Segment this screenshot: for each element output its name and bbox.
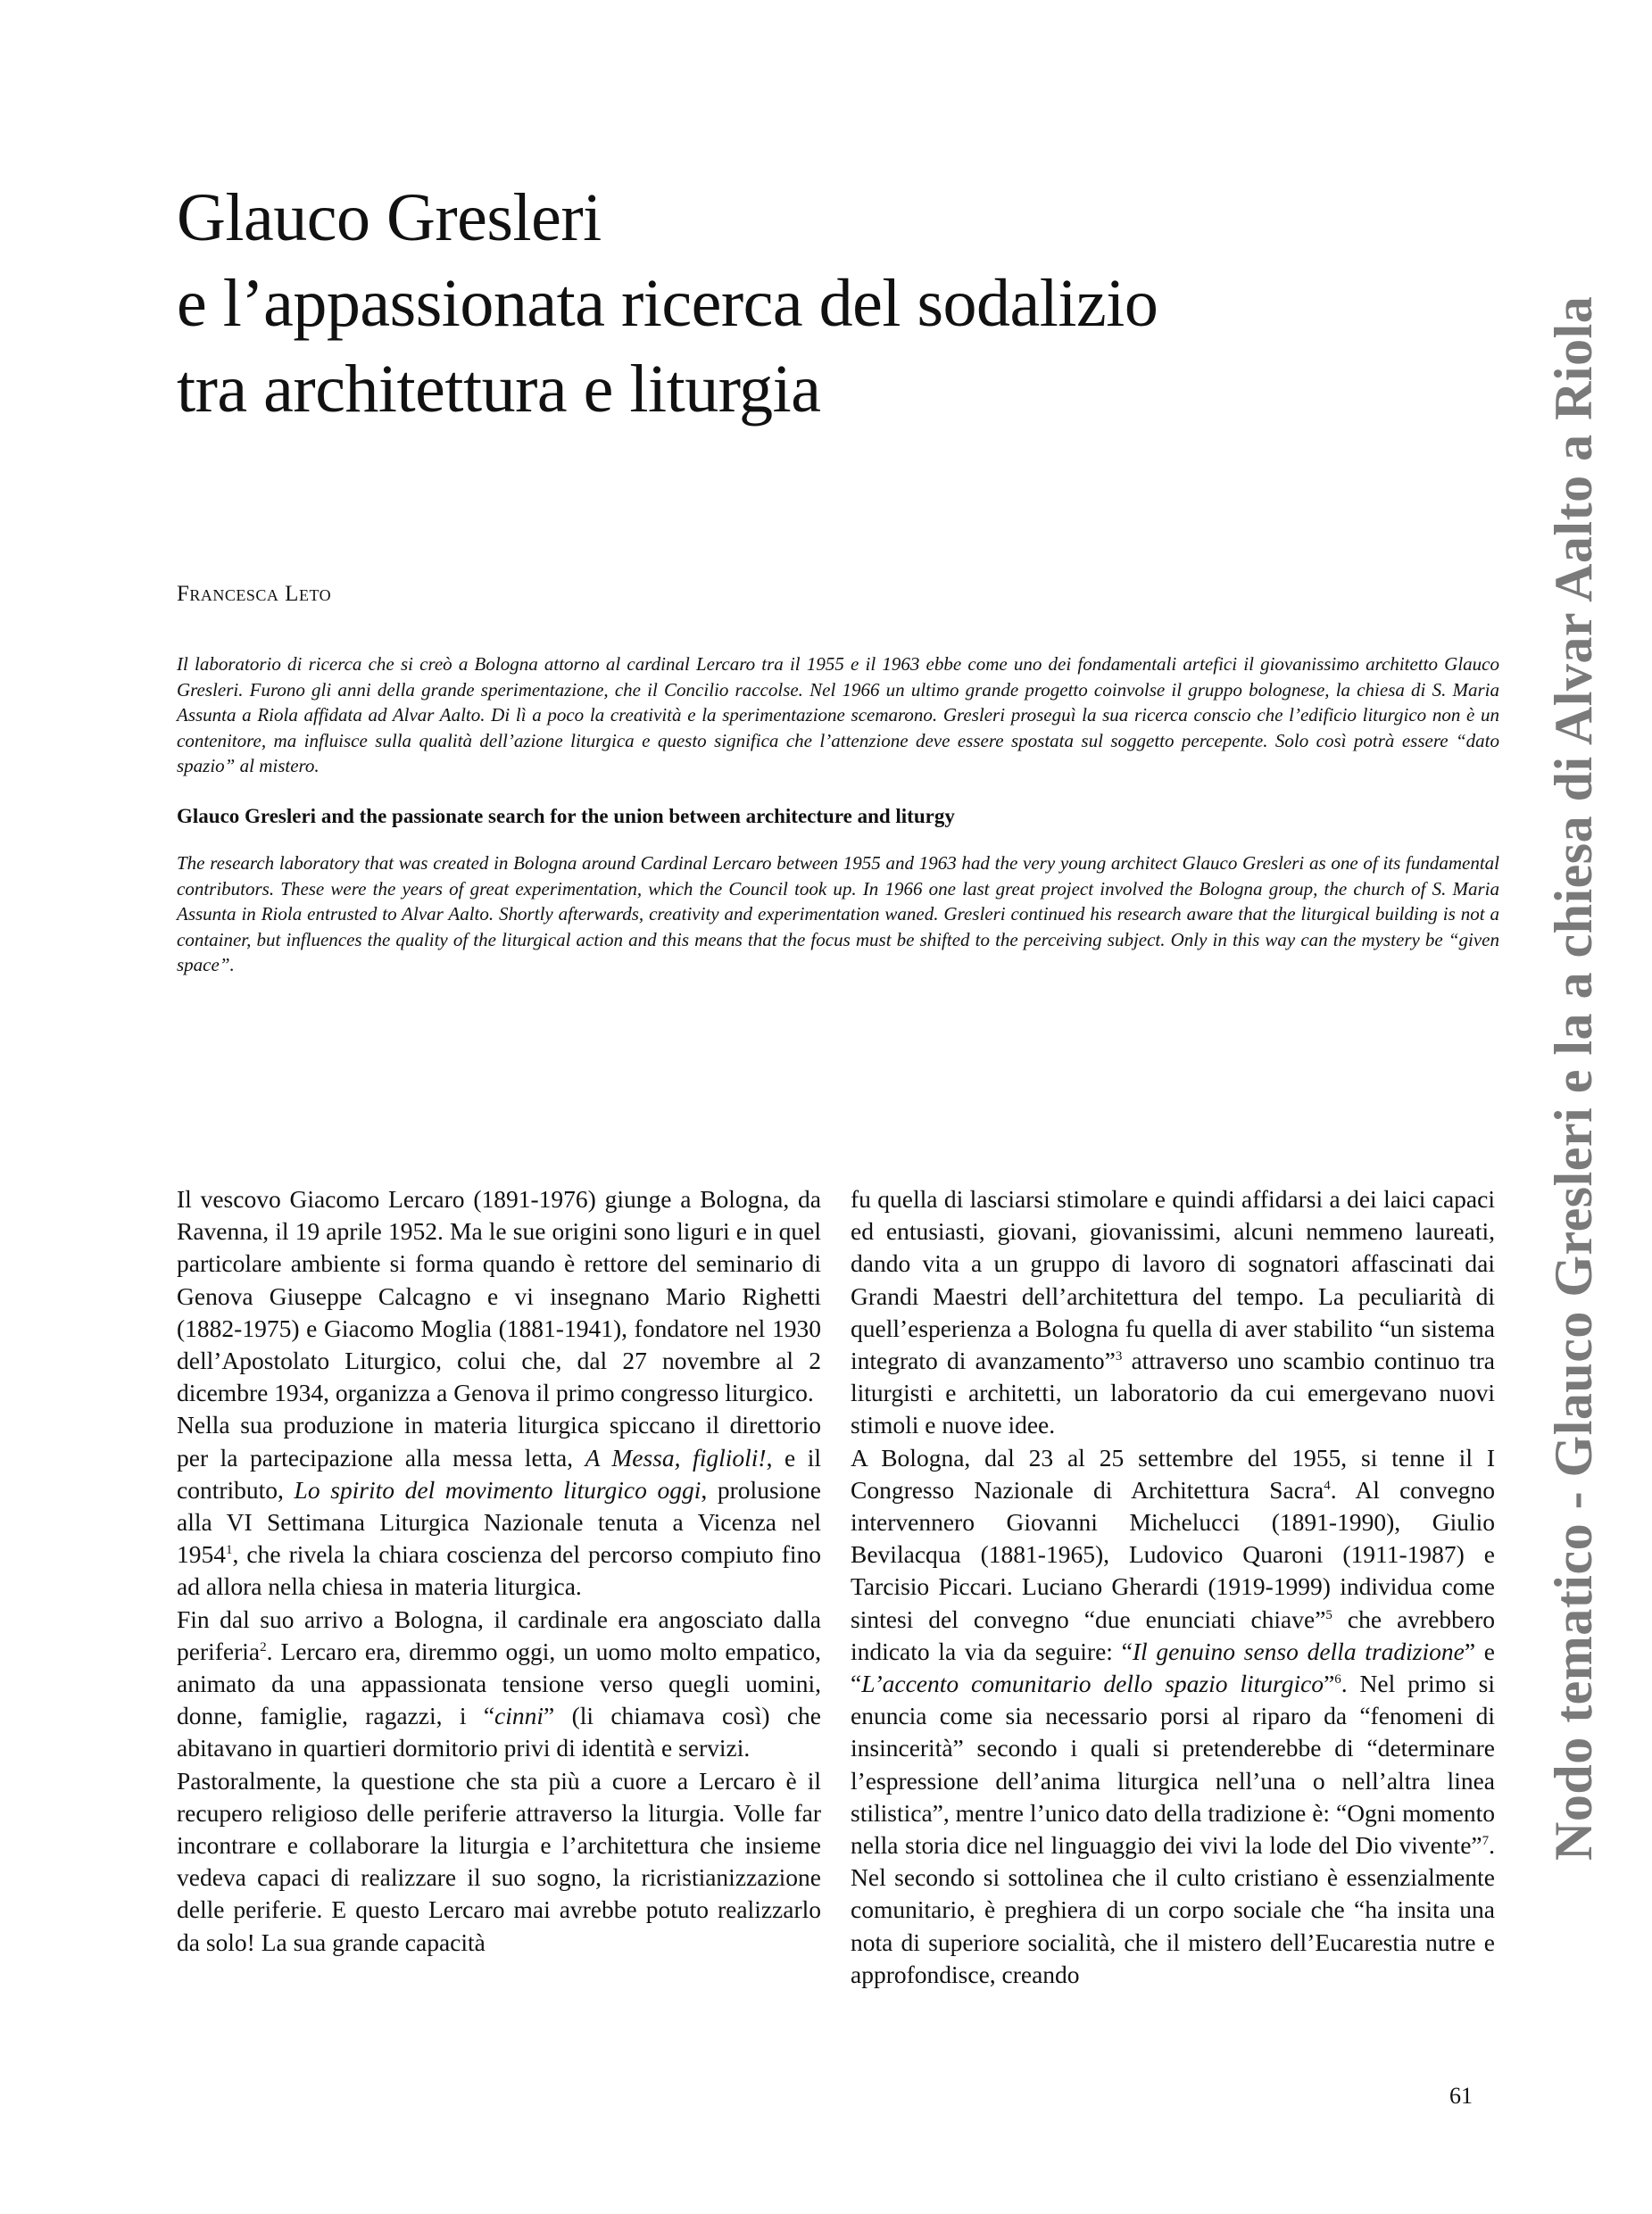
text-run: . Al convegno intervennero Giovanni Michelucci (1891-1990), Giulio Bevilacqua (1881-1965), Ludovico Quaroni (1911-1987) e Tarcisio Piccari. Luciano Gherardi (1919-1999) individua come sintesi del convegno “due enunciati chiave” (851, 1475, 1495, 1633)
text-run: Fin dal suo arrivo a Bologna, il cardinale era angosciato dalla periferia (177, 1605, 821, 1665)
text-run: ” (1324, 1670, 1335, 1698)
text-run: che avrebbero indicato la via da seguire: “ (851, 1605, 1495, 1665)
text-run: . Nel secondo si sottolinea che il culto cristiano è essenzialmente comunitario, è preghiera di un corpo sociale che “ha insita una nota di superiore socialità, che il mistero dell’Eucarestia nutre e approfondisce, creando (851, 1831, 1495, 1988)
italic-quote: L’accento comunitario dello spazio liturgico (861, 1670, 1324, 1698)
article-title (177, 175, 1426, 432)
body-column-left (177, 1183, 821, 1959)
body-paragraph (177, 1409, 821, 1603)
abstract-english: The research laboratory that was created in Bologna around Cardinal Lercaro between 1955 and 1963 had the very young architect Glauco Gresleri as one of its fundamental contributors. These were the years of great experimentation, which the Council took up. In 1966 one last great project involved the Bologna group, the church of S. Maria Assunta in Riola entrusted to Alvar Aalto. Shortly afterwards, creativity and experimentation waned. Gresleri continued his research aware that the liturgical building is not a container, but influences the quality of the liturgical action and this means that the focus must be shifted to the perceiving subject. Only in this way can the mystery be “given space”. (177, 852, 1499, 975)
body-paragraph (851, 1183, 1495, 1442)
body-paragraph (851, 1442, 1495, 1991)
text-run: , che rivela la chiara coscienza del percorso compiuto fino ad allora nella chiesa in materia liturgica. (177, 1540, 821, 1601)
text-run: ” e “ (851, 1637, 1495, 1698)
body-paragraph: Il vescovo Giacomo Lercaro (1891-1976) giunge a Bologna, da Ravenna, il 19 aprile 1952. Ma le sue origini sono liguri e in quel particolare ambiente si forma quando è rettore del seminario di Genova Giuseppe Calcagno e vi insegnano Mario Righetti (1882-1975) e Giacomo Moglia (1881-1941), fondatore nel 1930 dell’Apostolato Liturgico, colui che, dal 27 novembre al 2 dicembre 1934, organizza a Genova il primo congresso liturgico. (177, 1185, 821, 1407)
title-line-2: e l’appassionata ricerca del sodalizio (177, 266, 1158, 341)
page-number: 61 (1449, 2083, 1473, 2109)
footnote-ref[interactable]: 5 (1325, 1607, 1332, 1622)
body-paragraph: Pastoralmente, la questione che sta più a cuore a Lercaro è il recupero religioso delle periferie attraverso la liturgia. Volle far incontrare e collaborare la liturgia e l’architettura che insieme vedeva capaci di realizzare il suo sogno, la ricristianizzazione delle periferie. E questo Lercaro mai avrebbe potuto realizzarlo da solo! La sua grande capacità (177, 1766, 821, 1956)
author-name: Francesca Leto (177, 582, 332, 606)
text-run: , prolusione alla VI Settimana Liturgica Nazionale tenuta a Vicenza nel 1954 (177, 1475, 821, 1569)
italic-quote: Il genuino senso della tradizione (1132, 1637, 1465, 1665)
text-run: fu quella di lasciarsi stimolare e quindi affidarsi a dei laici capaci ed entusiasti, giovani, giovanissimi, alcuni nemmeno laureati, dando vita a un gruppo di lavoro di sognatori affascinati dai Grandi Maestri dell’architettura del tempo. La peculiarità di quell’esperienza a Bologna fu quella di aver stabilito “un sistema integrato di avanzamento” (851, 1185, 1495, 1375)
text-run: A Bologna, dal 23 al 25 settembre del 1955, si tenne il I Congresso Nazionale di Architettura Sacra (851, 1443, 1495, 1504)
italic-title: Lo spirito del movimento liturgico oggi (294, 1475, 701, 1504)
text-run: Nella sua produzione in materia liturgica spiccano il direttorio per la partecipazione alla messa letta, (177, 1411, 821, 1472)
side-running-title: Nodo tematico - Glauco Gresleri e la a chiesa di Alvar Aalto a Riola (1544, 295, 1603, 1861)
title-line-1: Glauco Gresleri (177, 180, 602, 255)
footnote-ref[interactable]: 3 (1115, 1348, 1123, 1364)
footnote-ref[interactable]: 7 (1482, 1833, 1490, 1848)
footnote-ref[interactable]: 4 (1324, 1478, 1331, 1493)
text-run: attraverso uno scambio continuo tra liturgisti e architetti, un laboratorio da cui emergevano nuovi stimoli e nuove idee. (851, 1347, 1495, 1439)
body-paragraph (177, 1604, 821, 1765)
footnote-ref[interactable]: 2 (260, 1639, 267, 1654)
abstract-english-title: Glauco Gresleri and the passionate search for the union between architecture and liturgy (177, 805, 955, 827)
title-line-3: tra architettura e liturgia (177, 352, 821, 427)
abstract-italian: Il laboratorio di ricerca che si creò a Bologna attorno al cardinal Lercaro tra il 1955 e il 1963 ebbe come uno dei fondamentali artefici il giovanissimo architetto Glauco Gresleri. Furono gli anni della grande sperimentazione, che il Concilio raccolse. Nel 1966 un ultimo grande progetto coinvolse il gruppo bolognese, la chiesa di S. Maria Assunta a Riola affidata ad Alvar Aalto. Di lì a poco la creatività e la sperimentazione scemarono. Gresleri proseguì la sua ricerca conscio che l’edificio liturgico non è un contenitore, ma influisce sulla qualità dell’azione liturgica e questo significa che l’attenzione deve essere spostata sul soggetto percepente. Solo così potrà essere “dato spazio” al mistero. (177, 653, 1499, 776)
text-run: . Lercaro era, diremmo oggi, un uomo molto empatico, animato da una appassionata tensione verso quegli uomini, donne, famiglie, ragazzi, i “ (177, 1637, 821, 1730)
text-run: , e il contributo, (177, 1443, 821, 1504)
italic-term: cinni (494, 1702, 544, 1730)
footnote-ref[interactable]: 1 (226, 1543, 233, 1558)
text-run: ” (li chiamava così) che abitavano in quartieri dormitorio privi di identità e servizi. (177, 1702, 821, 1762)
body-column-right (851, 1183, 1495, 1991)
footnote-ref[interactable]: 6 (1334, 1671, 1341, 1687)
text-run: . Nel primo si enuncia come sia necessario porsi al riparo da “fenomeni di insincerità” secondo i quali si pretenderebbe di “determinare l’espressione dell’anima liturgica nell’una o nell’altra linea stilistica”, mentre l’unico dato della tradizione è: “Ogni momento nella storia dice nel linguaggio dei vivi la lode del Dio vivente” (851, 1670, 1495, 1860)
italic-title: A Messa, figlioli! (585, 1443, 767, 1472)
